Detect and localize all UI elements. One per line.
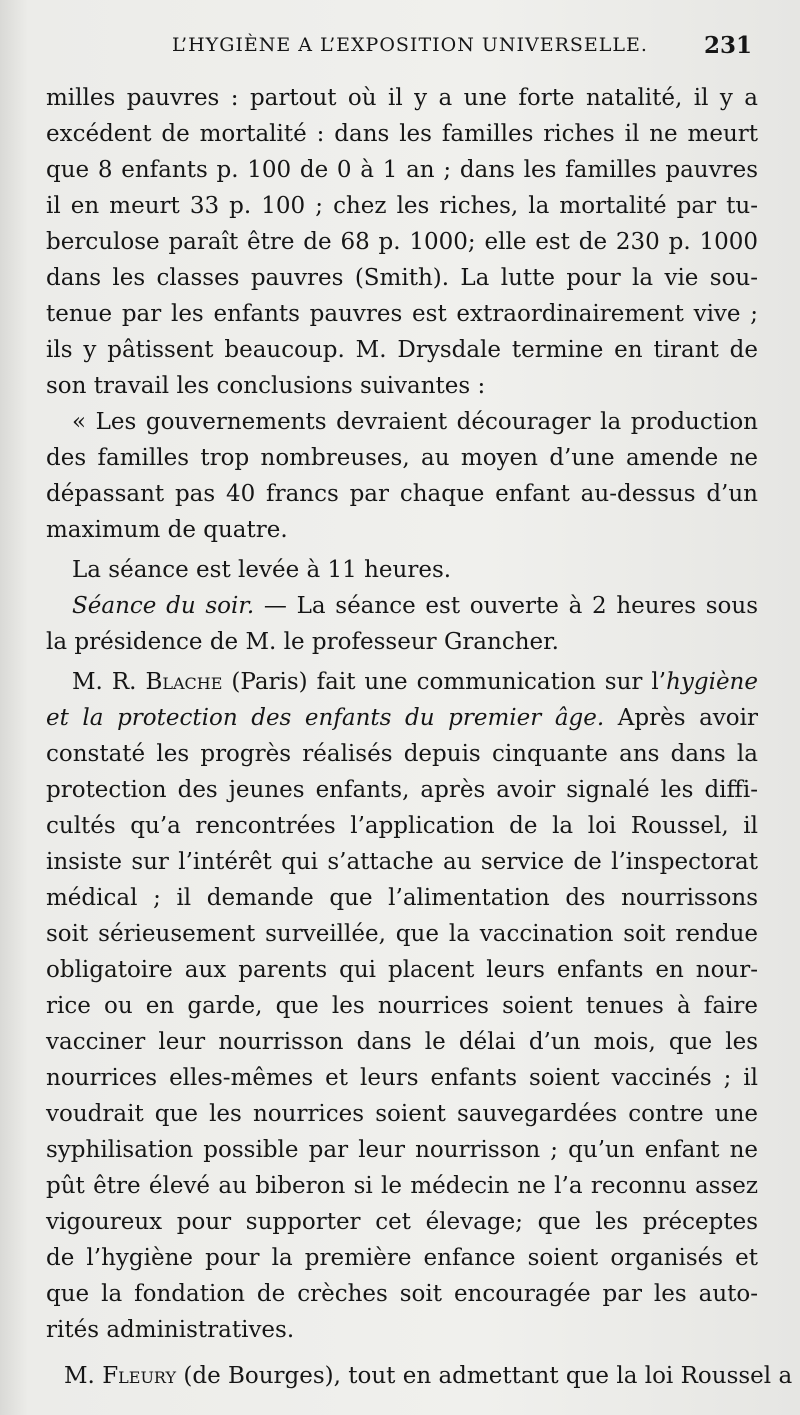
page-number: 231 [703, 32, 752, 59]
text-line: pût être élevé au biberon si le médecin ne l’a reconnu assez [46, 1173, 758, 1199]
text-line: de l’hygiène pour la première enfance soient organisés et [46, 1245, 758, 1271]
running-title: L’HYGIÈNE A L’EXPOSITION UNIVERSELLE. [172, 34, 648, 56]
text-line: vacciner leur nourrisson dans le délai d’un mois, que les [46, 1029, 758, 1055]
text-line: voudrait que les nourrices soient sauvegardées contre une [46, 1101, 758, 1127]
speaker-prefix: M. R. [72, 669, 146, 695]
session-heading: Séance du soir. [72, 593, 255, 619]
text-line: médical ; il demande que l’alimentation des nourrissons [46, 885, 758, 911]
text-line: que 8 enfants p. 100 de 0 à 1 an ; dans les familles pauvres [46, 157, 758, 183]
text-line: rice ou en garde, que les nourrices soient tenues à faire [46, 993, 758, 1019]
running-head [48, 34, 756, 64]
text-line: tenue par les enfants pauvres est extraordinairement vive ; [46, 301, 758, 327]
text-line: dans les classes pauvres (Smith). La lutte pour la vie sou- [46, 265, 758, 291]
session-line [46, 588, 758, 624]
next-speaker-line [46, 1358, 793, 1394]
text-line: constaté les progrès réalisés depuis cinquante ans dans la [46, 741, 758, 767]
text-line: protection des jeunes enfants, après avoir signalé les diffi- [46, 777, 758, 803]
text-line: vigoureux pour supporter cet élevage; que les préceptes [46, 1209, 758, 1235]
communication-line [46, 700, 758, 736]
text-line: La séance est levée à 11 heures. [72, 557, 452, 583]
communication-text: (Paris) fait une communication sur l’ [222, 669, 667, 695]
quote-line: « Les gouvernements devraient décourager la production [72, 409, 758, 435]
text-line: milles pauvres : partout où il y a une forte natalité, il y a [46, 85, 758, 111]
text-line: il en meurt 33 p. 100 ; chez les riches, la mortalité par tu- [46, 193, 758, 219]
session-text: — La séance est ouverte à 2 heures sous [254, 593, 758, 619]
next-speaker-text: (de Bourges), tout en admettant que la loi Roussel a [176, 1363, 793, 1389]
speaker-prefix: M. [64, 1363, 103, 1389]
communication-text: Après avoir [604, 705, 758, 731]
speaker-name: Fleury [102, 1363, 177, 1389]
communication-title-cont: et la protection des enfants du premier âge. [46, 705, 605, 731]
speaker-name: Blache [145, 669, 223, 695]
text-line: ils y pâtissent beaucoup. M. Drysdale termine en tirant de [46, 337, 758, 363]
text-line: soit sérieusement surveillée, que la vaccination soit rendue [46, 921, 758, 947]
text-line: insiste sur l’intérêt qui s’attache au service de l’inspectorat [46, 849, 758, 875]
text-line: berculose paraît être de 68 p. 1000; elle est de 230 p. 1000 [46, 229, 758, 255]
text-line: son travail les conclusions suivantes : [46, 373, 486, 399]
quote-line: maximum de quatre. [46, 517, 288, 543]
text-line: cultés qu’a rencontrées l’application de la loi Roussel, il [46, 813, 758, 839]
body-text [46, 80, 793, 1394]
text-line: la présidence de M. le professeur Grancher. [46, 629, 559, 655]
text-line: syphilisation possible par leur nourrisson ; qu’un enfant ne [46, 1137, 758, 1163]
text-line: rités administratives. [46, 1317, 295, 1343]
quote-line: des familles trop nombreuses, au moyen d’une amende ne [46, 445, 758, 471]
text-line: que la fondation de crèches soit encouragée par les auto- [46, 1281, 758, 1307]
text-line: nourrices elles-mêmes et leurs enfants soient vaccinés ; il [46, 1065, 758, 1091]
text-line: excédent de mortalité : dans les familles riches il ne meurt [46, 121, 758, 147]
quote-line: dépassant pas 40 francs par chaque enfant au-dessus d’un [46, 481, 758, 507]
text-line: obligatoire aux parents qui placent leurs enfants en nour- [46, 957, 758, 983]
communication-title: hygiène [666, 669, 758, 695]
communication-line [46, 664, 758, 700]
